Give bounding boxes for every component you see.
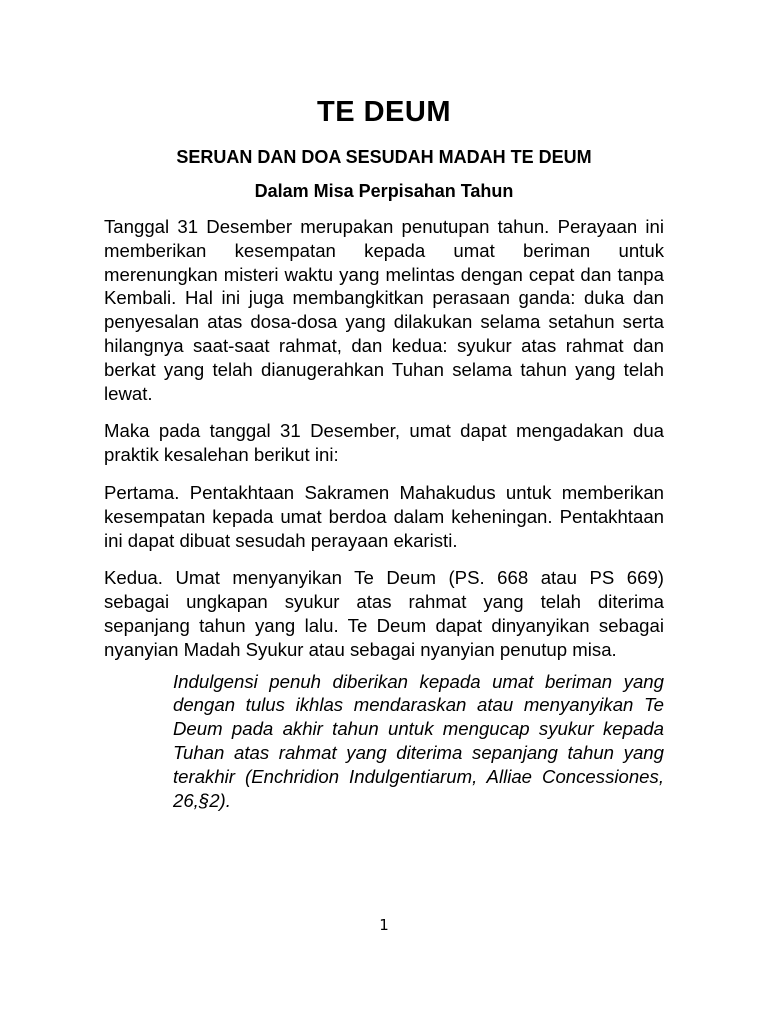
paragraph-first: Pertama. Pentakhtaan Sakramen Mahakudus untuk memberikan kesempatan kepada umat berdoa dalam keheningan. Pentakhtaan ini dapat dibuat sesudah perayaan ekaristi. (104, 481, 664, 551)
indulgence-quote: Indulgensi penuh diberikan kepada umat beriman yang dengan tulus ikhlas mendaraskan atau menyanyikan Te Deum pada akhir tahun untuk mengucap syukur kepada Tuhan atas rahmat yang diterima sepanjang tahun yang terakhir (Enchridion Indulgentiarum, Alliae Concessiones, 26,§2). (173, 670, 664, 811)
page-number: 1 (379, 916, 389, 934)
paragraph-intro: Tanggal 31 Desember merupakan penutupan tahun. Perayaan ini memberikan kesempatan kepada umat beriman untuk merenungkan misteri waktu yang melintas dengan cepat dan tanpa Kembali. Hal ini juga membangkitkan perasaan ganda: duka dan penyesalan atas dosa-dosa yang dilakukan selama setahun serta hilangnya saat-saat rahmat, dan kedua: syukur atas rahmat dan berkat yang telah dianugerahkan Tuhan selama tahun yang telah lewat. (104, 216, 664, 404)
page-title: TE DEUM (317, 96, 451, 128)
paragraph-practices: Maka pada tanggal 31 Desember, umat dapat mengadakan dua praktik kesalehan berikut ini: (104, 420, 664, 466)
page-subtitle: SERUAN DAN DOA SESUDAH MADAH TE DEUM (176, 147, 592, 167)
body-text (104, 215, 664, 812)
paragraph-second: Kedua. Umat menyanyikan Te Deum (PS. 668 atau PS 669) sebagai ungkapan syukur atas rahmat yang telah diterima sepanjang tahun yang lalu. Te Deum dapat dinyanyikan sebagai nyanyian Madah Syukur atau sebagai nyanyian penutup misa. (104, 567, 664, 660)
page-subheading: Dalam Misa Perpisahan Tahun (254, 181, 514, 201)
